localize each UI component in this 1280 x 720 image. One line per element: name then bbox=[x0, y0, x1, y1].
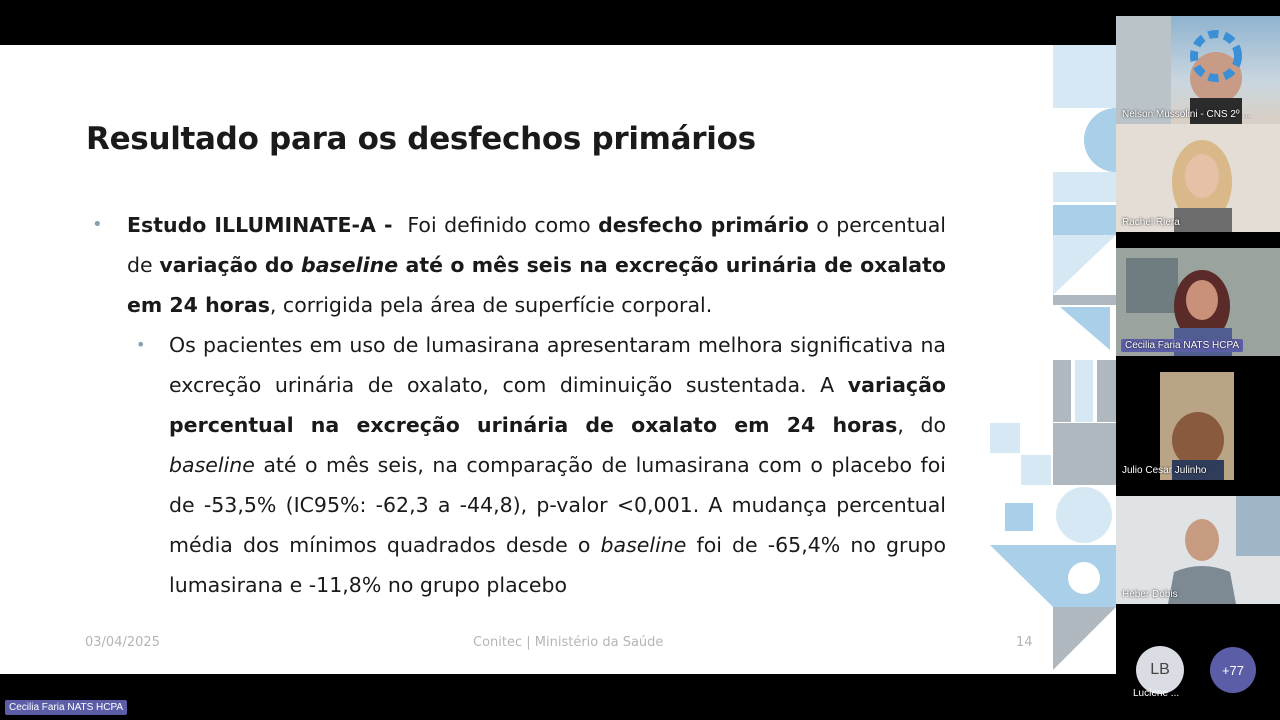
bullet-dot: • bbox=[92, 214, 103, 235]
footer-date: 03/04/2025 bbox=[85, 635, 160, 650]
participant-tile[interactable] bbox=[1116, 124, 1280, 232]
presentation-slide bbox=[0, 45, 1116, 674]
italic-span: baseline bbox=[600, 533, 687, 557]
participant-video bbox=[1116, 124, 1280, 232]
bold-span: variação percentual na excreção urinária de oxalato em 24 horas bbox=[169, 373, 946, 437]
avatar-name: Luciene ... bbox=[1133, 688, 1180, 699]
bold-span: até o mês seis na excreção urinária de oxalato em 24 horas bbox=[127, 253, 946, 317]
text-span: , corrigida pela área de superfície corporal. bbox=[269, 293, 713, 317]
participant-name: Nelson Mussolini - CNS 2º ... bbox=[1122, 109, 1251, 120]
more-participants-button[interactable]: +77 bbox=[1210, 647, 1256, 693]
participant-video bbox=[1116, 496, 1280, 604]
slide-title: Resultado para os desfechos primários bbox=[86, 121, 756, 157]
slide-content bbox=[88, 205, 946, 605]
avatar[interactable]: LB bbox=[1136, 646, 1184, 694]
text-span: Foi definido como bbox=[392, 213, 599, 237]
participant-name: Julio Cesar Julinho bbox=[1122, 465, 1207, 476]
participant-tile[interactable] bbox=[1116, 248, 1280, 356]
text-span: Os pacientes em uso de lumasirana apresentaram melhora significativa na excreção urinária de oxalato, com diminuição sustentada. A bbox=[169, 333, 946, 397]
bullet-illuminate-a bbox=[88, 205, 946, 325]
text-span: foi de -65,4% no grupo lumasirana e -11,8% no grupo placebo bbox=[169, 533, 946, 597]
text-span: , do bbox=[897, 413, 946, 437]
participant-video bbox=[1116, 372, 1280, 480]
decorative-pattern bbox=[985, 45, 1116, 674]
bullet-dot: • bbox=[136, 335, 146, 354]
footer-page-number: 14 bbox=[1016, 635, 1033, 650]
sub-bullet-results bbox=[88, 325, 946, 605]
study-name: Estudo ILLUMINATE-A - bbox=[127, 213, 393, 237]
bold-span: desfecho primário bbox=[598, 213, 809, 237]
participant-video bbox=[1116, 16, 1280, 124]
participant-tile[interactable] bbox=[1116, 496, 1280, 604]
italic-span: baseline bbox=[169, 453, 255, 477]
participant-tile[interactable] bbox=[1116, 16, 1280, 124]
bold-span: variação do bbox=[159, 253, 302, 277]
participants-panel bbox=[1116, 0, 1280, 720]
text-span: até o mês seis, na comparação de lumasirana com o placebo foi de -53,5% (IC95%: -62,3 a -44,8), p-valor <0,001. A mudança percentual média dos mínimos quadrados desde o bbox=[169, 453, 946, 557]
italic-span: baseline bbox=[301, 253, 399, 277]
participant-name: Cecilia Faria NATS HCPA bbox=[1121, 339, 1243, 352]
participant-tile[interactable] bbox=[1116, 372, 1280, 480]
footer-center: Conitec | Ministério da Saúde bbox=[473, 635, 664, 650]
text-span: o percentual de bbox=[127, 213, 946, 277]
participant-name: Heber Dobis bbox=[1122, 589, 1178, 600]
presenter-label: Cecilia Faria NATS HCPA bbox=[5, 700, 127, 715]
participant-name: Rachel Riera bbox=[1122, 217, 1180, 228]
